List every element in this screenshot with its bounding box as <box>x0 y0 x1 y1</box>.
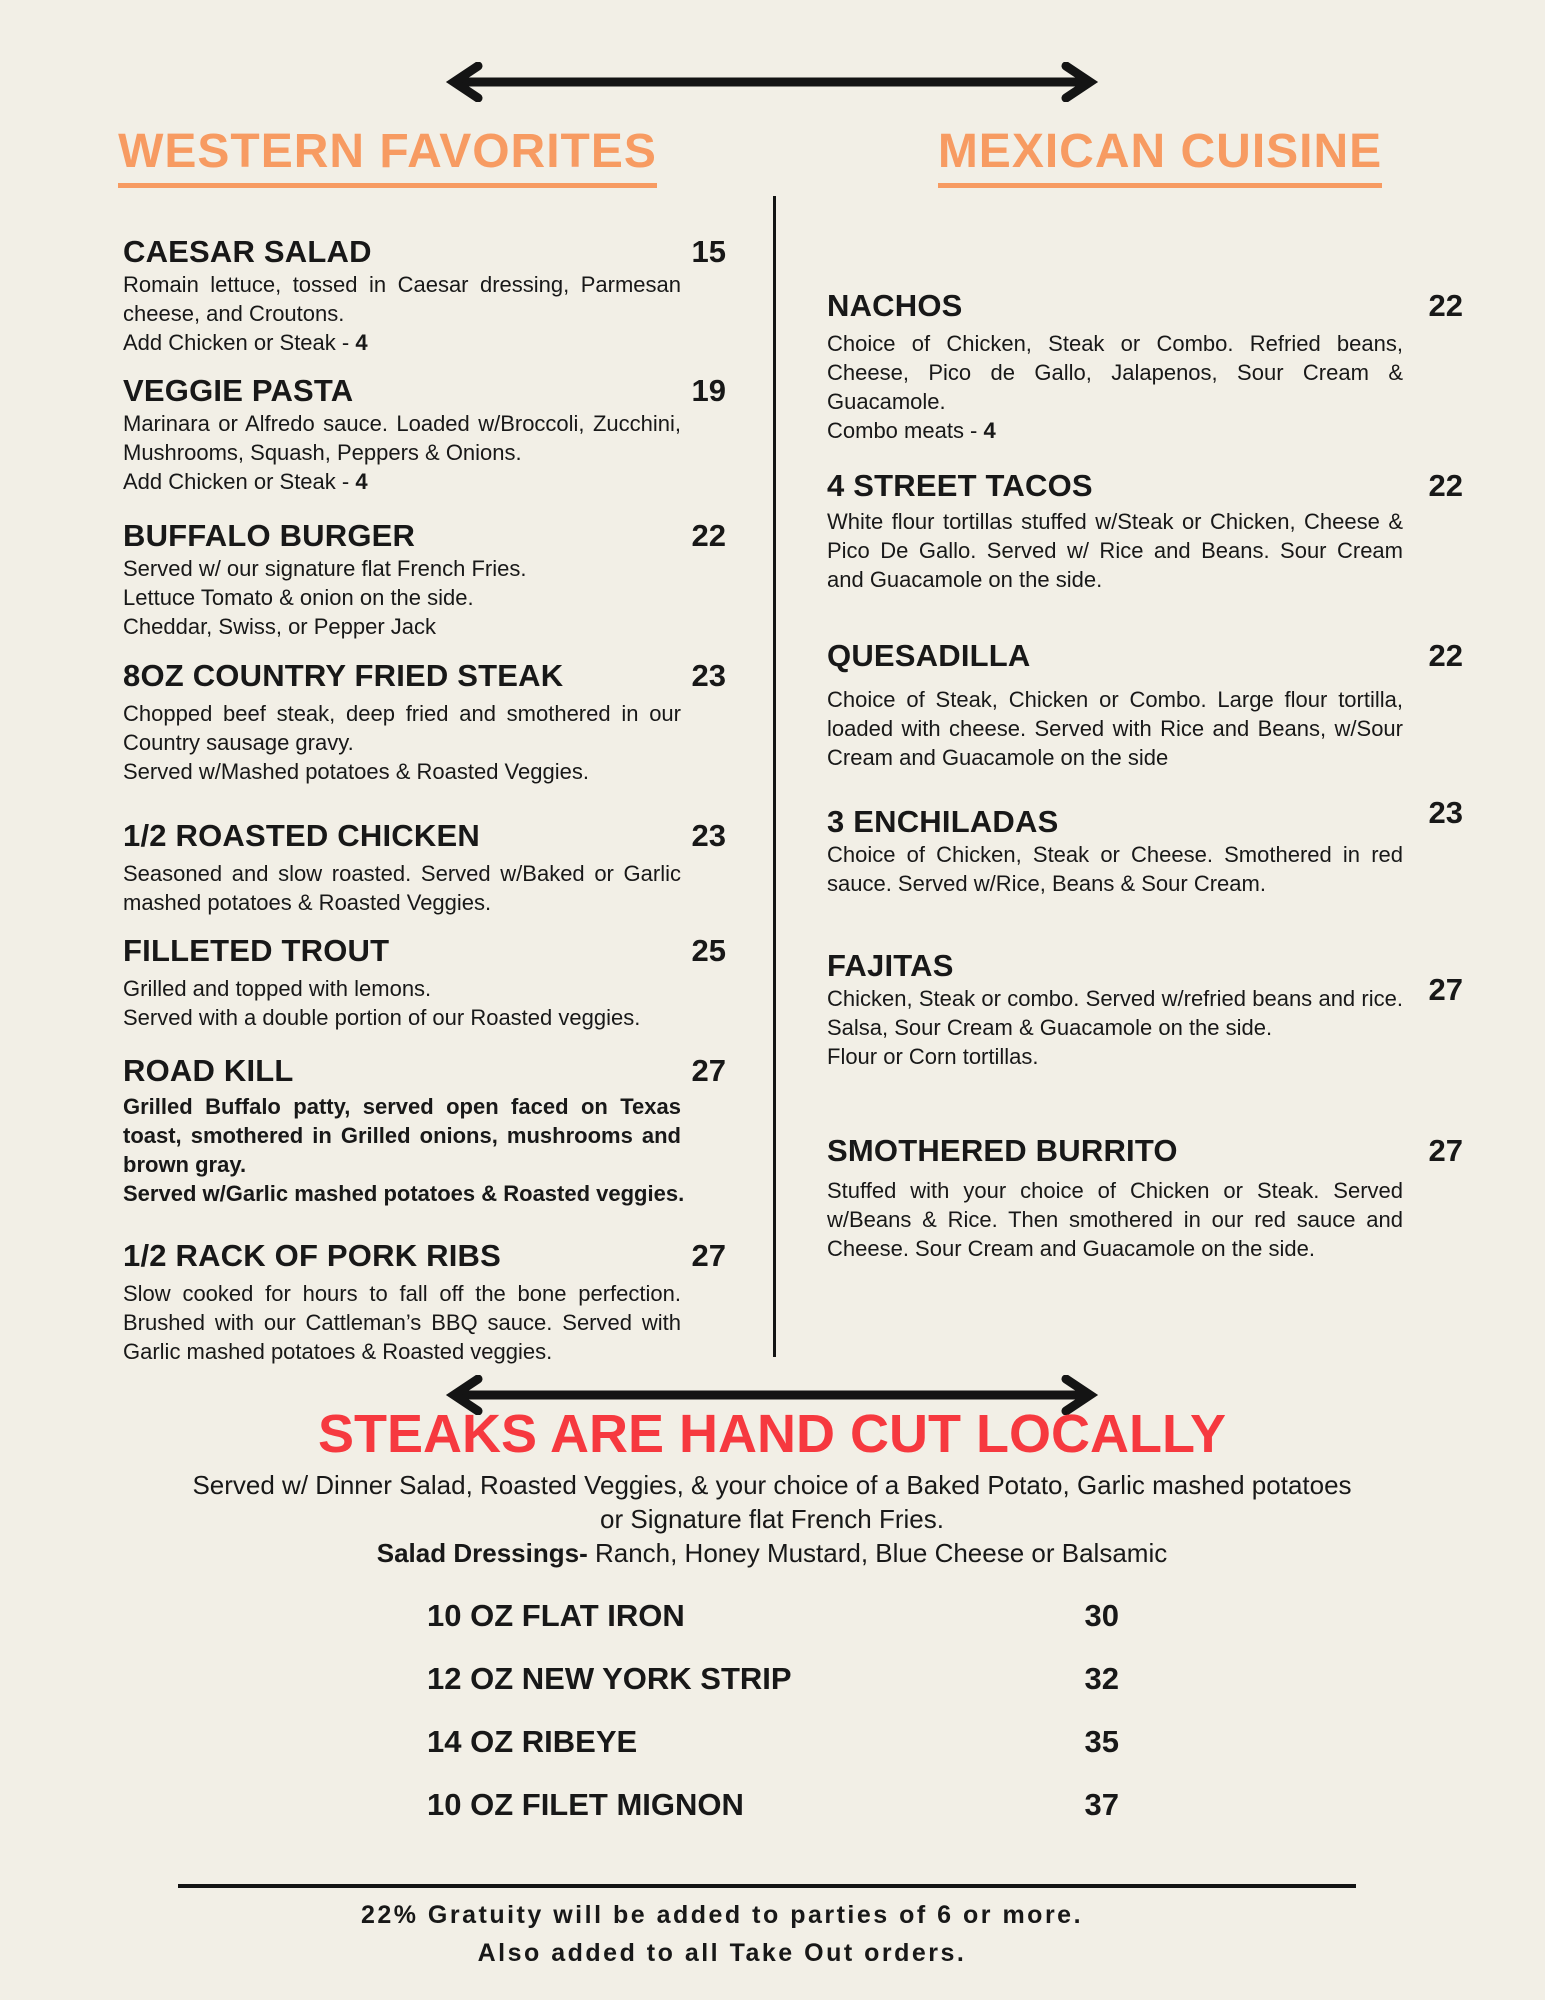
item-price: 27 <box>1428 972 1463 1007</box>
addon-price: 4 <box>355 469 368 494</box>
item-title: QUESADILLA <box>827 638 1031 673</box>
footer-divider-line <box>178 1884 1356 1888</box>
item-title: ROAD KILL <box>123 1053 294 1088</box>
menu-item-filleted-trout <box>123 935 726 1032</box>
addon-label: Add Chicken or Steak - <box>123 469 356 494</box>
item-description: Stuffed with your choice of Chicken or Steak. Served w/Beans & Rice. Then smothered in our red sauce and Cheese. Sour Cream and Guacamole on the side. <box>827 1178 1403 1261</box>
salad-dressings-options: Ranch, Honey Mustard, Blue Cheese or Balsamic <box>587 1538 1168 1568</box>
steak-price: 32 <box>1084 1661 1119 1696</box>
item-title: FILLETED TROUT <box>123 933 390 968</box>
menu-item-roasted-chicken <box>123 820 726 917</box>
item-title: NACHOS <box>827 288 963 323</box>
item-description-line: Cheddar, Swiss, or Pepper Jack <box>123 614 437 639</box>
item-description-line: Served w/Mashed potatoes & Roasted Veggies. <box>123 759 589 784</box>
item-description: Grilled Buffalo patty, served open faced on Texas toast, smothered in Grilled onions, mushrooms and brown gray. <box>123 1094 681 1177</box>
gratuity-note-line1: 22% Gratuity will be added to parties of 6 or more. <box>360 1901 1084 1929</box>
gratuity-note-line2: Also added to all Take Out orders. <box>477 1939 967 1967</box>
item-description: Romain lettuce, tossed in Caesar dressing, Parmesan cheese, and Croutons. <box>123 272 681 326</box>
mexican-cuisine-column <box>827 0 1463 1380</box>
item-description: Choice of Steak, Chicken or Combo. Large flour tortilla, loaded with cheese. Served with Rice and Beans, w/Sour Cream and Guacamole on the side <box>827 687 1403 770</box>
item-addon <box>123 467 726 496</box>
item-price: 23 <box>691 658 726 693</box>
item-description: White flour tortillas stuffed w/Steak or Chicken, Cheese & Pico De Gallo. Served w/ Rice and Beans. Sour Cream and Guacamole on the side. <box>827 509 1403 592</box>
menu-item-street-tacos <box>827 470 1463 594</box>
steak-name: 10 OZ FLAT IRON <box>427 1598 685 1633</box>
menu-item-fajitas <box>827 950 1463 1071</box>
item-title: 1/2 RACK OF PORK RIBS <box>123 1238 501 1273</box>
steak-row-filet-mignon <box>427 1789 1119 1823</box>
item-price: 22 <box>691 518 726 553</box>
item-price: 19 <box>691 373 726 408</box>
steak-name: 12 OZ NEW YORK STRIP <box>427 1661 792 1696</box>
item-title: 4 STREET TACOS <box>827 468 1093 503</box>
salad-dressings-line <box>122 1536 1422 1570</box>
item-price: 25 <box>691 933 726 968</box>
menu-item-caesar-salad <box>123 236 726 357</box>
steaks-sub-line1: Served w/ Dinner Salad, Roasted Veggies, & your choice of a Baked Potato, Garlic mashed potatoes <box>192 1470 1352 1500</box>
item-price: 23 <box>1428 795 1463 830</box>
item-price: 15 <box>691 234 726 269</box>
item-price: 27 <box>691 1053 726 1088</box>
menu-item-nachos <box>827 290 1463 445</box>
menu-item-pork-ribs <box>123 1240 726 1366</box>
item-price: 23 <box>691 818 726 853</box>
menu-item-road-kill <box>123 1055 726 1208</box>
item-title: BUFFALO BURGER <box>123 518 416 553</box>
item-description: Slow cooked for hours to fall off the bone perfection. Brushed with our Cattleman’s BBQ sauce. Served with Garlic mashed potatoes & Roasted veggies. <box>123 1281 681 1364</box>
addon-label: Combo meats - <box>827 418 984 443</box>
item-description-line: Served w/Garlic mashed potatoes & Roasted veggies. <box>123 1181 685 1206</box>
item-description: Chopped beef steak, deep fried and smothered in our Country sausage gravy. <box>123 701 681 755</box>
item-description-line: Served w/ our signature flat French Fries. <box>123 556 527 581</box>
menu-item-smothered-burrito <box>827 1135 1463 1263</box>
item-price: 22 <box>1428 468 1463 503</box>
item-title: SMOTHERED BURRITO <box>827 1133 1178 1168</box>
item-price: 22 <box>1428 638 1463 673</box>
item-description: Chicken, Steak or combo. Served w/refried beans and rice. Salsa, Sour Cream & Guacamole on the side. <box>827 986 1403 1040</box>
item-description: Marinara or Alfredo sauce. Loaded w/Broccoli, Zucchini, Mushrooms, Squash, Peppers & Onions. <box>123 411 681 465</box>
item-price: 27 <box>691 1238 726 1273</box>
item-addon <box>827 416 1463 445</box>
steak-price: 30 <box>1084 1598 1119 1633</box>
item-price: 27 <box>1428 1133 1463 1168</box>
western-favorites-column <box>123 0 726 1380</box>
steaks-sub-line2: or Signature flat French Fries. <box>600 1504 944 1534</box>
steak-name: 14 OZ RIBEYE <box>427 1724 638 1759</box>
menu-item-veggie-pasta <box>123 375 726 496</box>
item-description-line: Grilled and topped with lemons. <box>123 976 432 1001</box>
menu-item-country-fried-steak <box>123 660 726 786</box>
steak-name: 10 OZ FILET MIGNON <box>427 1787 744 1822</box>
item-description: Choice of Chicken, Steak or Combo. Refried beans, Cheese, Pico de Gallo, Jalapenos, Sour Cream & Guacamole. <box>827 331 1403 414</box>
salad-dressings-label: Salad Dressings- <box>376 1538 588 1568</box>
item-addon <box>123 328 726 357</box>
steak-price: 37 <box>1084 1787 1119 1822</box>
item-price: 22 <box>1428 288 1463 323</box>
steaks-section-description <box>122 1468 1422 1570</box>
item-description: Seasoned and slow roasted. Served w/Baked or Garlic mashed potatoes & Roasted Veggies. <box>123 861 681 915</box>
steak-row-flat-iron <box>427 1600 1119 1634</box>
item-title: 8OZ COUNTRY FRIED STEAK <box>123 658 564 693</box>
item-title: 3 ENCHILADAS <box>827 804 1059 839</box>
steak-row-new-york-strip <box>427 1663 1119 1697</box>
item-title: FAJITAS <box>827 948 954 983</box>
item-description-line: Lettuce Tomato & onion on the side. <box>123 585 474 610</box>
addon-price: 4 <box>983 418 996 443</box>
steak-price: 35 <box>1084 1724 1119 1759</box>
item-description: Choice of Chicken, Steak or Cheese. Smothered in red sauce. Served w/Rice, Beans & Sour Cream. <box>827 842 1403 896</box>
menu-item-enchiladas <box>827 795 1463 898</box>
item-description-line: Served with a double portion of our Roasted veggies. <box>123 1005 641 1030</box>
item-title: 1/2 ROASTED CHICKEN <box>123 818 480 853</box>
western-favorites-title: WESTERN FAVORITES <box>118 128 657 188</box>
mexican-cuisine-title: MEXICAN CUISINE <box>938 128 1382 188</box>
steak-row-ribeye <box>427 1726 1119 1760</box>
addon-price: 4 <box>355 330 368 355</box>
item-title: CAESAR SALAD <box>123 234 372 269</box>
item-title: VEGGIE PASTA <box>123 373 354 408</box>
column-divider-line <box>773 196 776 1357</box>
addon-label: Add Chicken or Steak - <box>123 330 356 355</box>
menu-item-buffalo-burger <box>123 520 726 641</box>
steaks-section-title: STEAKS ARE HAND CUT LOCALLY <box>317 1404 1227 1464</box>
menu-item-quesadilla <box>827 640 1463 772</box>
item-description-line: Flour or Corn tortillas. <box>827 1044 1039 1069</box>
